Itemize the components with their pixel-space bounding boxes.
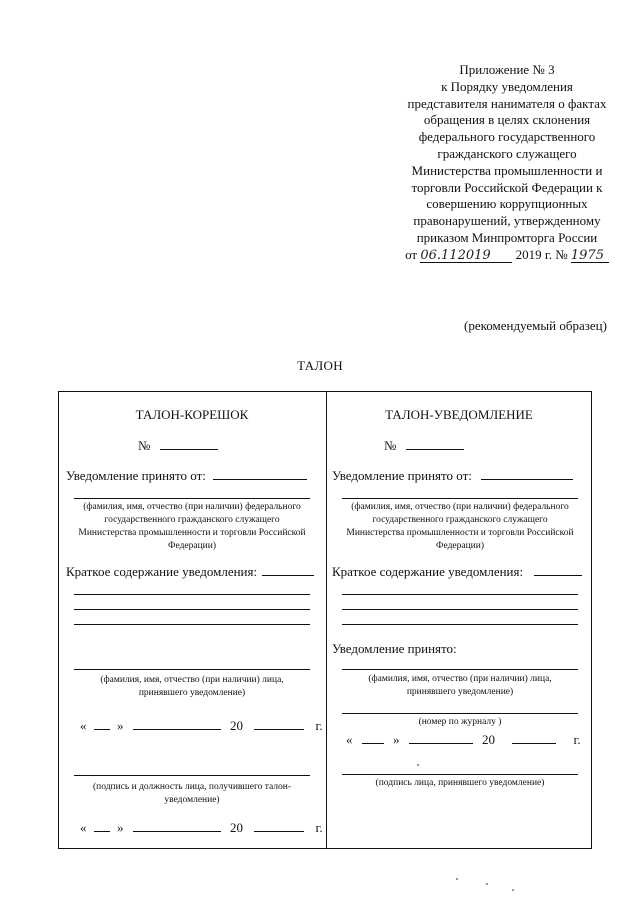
stub-date-field-2[interactable] (80, 819, 323, 836)
stub-heading: ТАЛОН-КОРЕШОК (135, 407, 249, 422)
notice-summary-field[interactable] (332, 563, 582, 580)
month-blank[interactable] (409, 731, 473, 744)
year-prefix: 20 (230, 820, 243, 835)
number-label: № (138, 438, 151, 453)
appendix-line: федерального государственного (418, 129, 596, 145)
stub-summary-field[interactable] (66, 563, 314, 580)
appendix-line: к Порядку уведомления (441, 78, 573, 94)
stub-person-caption: (фамилия, имя, отчество (при наличии) федерального государственного гражданского служащего Министерства промышленности и торговли Российской Федерации) (78, 502, 306, 551)
journal-line[interactable] (342, 713, 578, 714)
signature-line[interactable] (342, 774, 578, 775)
year-suffix: г. (573, 732, 581, 747)
summary-line[interactable] (74, 594, 310, 595)
notice-received-from-field[interactable] (332, 467, 573, 484)
scan-speck (486, 883, 488, 885)
received-from-label: Уведомление принято от: (66, 468, 206, 483)
talon-stub-column (60, 391, 324, 849)
person-line[interactable] (74, 498, 310, 499)
year-blank[interactable] (254, 819, 304, 832)
appendix-line: представителя нанимателя о фактах (407, 95, 607, 111)
stub-signature-caption: (подпись и должность лица, получившего талон-уведомление) (92, 782, 292, 805)
stub-received-from-field[interactable] (66, 467, 307, 484)
appendix-line: приказом Минпромторга России (416, 229, 598, 245)
summary-blank[interactable] (534, 563, 582, 576)
notice-accepted-label: Уведомление принято: (332, 641, 457, 656)
notice-signature-caption: (подпись лица, принявшего уведомление) (375, 778, 545, 788)
quote-open: « (346, 732, 353, 747)
quote-open: « (80, 718, 87, 733)
notice-number-field[interactable] (384, 437, 464, 454)
appendix-line: гражданского служащего (437, 145, 577, 161)
scan-speck (417, 764, 419, 766)
scan-speck (456, 878, 458, 880)
appendix-line: обращения в целях склонения (423, 112, 591, 128)
received-from-blank[interactable] (481, 467, 573, 480)
quote-close: » (393, 732, 400, 747)
received-from-label: Уведомление принято от: (332, 468, 472, 483)
number-label: № (384, 438, 397, 453)
order-date-line (396, 247, 618, 264)
month-blank[interactable] (133, 819, 221, 832)
day-blank[interactable] (94, 717, 110, 730)
page-title: ТАЛОН (297, 358, 343, 373)
sample-label: (рекомендуемый образец) (464, 318, 607, 333)
appendix-header (396, 62, 618, 264)
notice-person-caption: (фамилия, имя, отчество (при наличии) федерального государственного гражданского служащего Министерства промышленности и торговли Российской Федерации) (346, 502, 574, 551)
receiver-line[interactable] (74, 669, 310, 670)
notice-date-field[interactable] (346, 731, 581, 748)
signature-line[interactable] (74, 775, 310, 776)
received-from-blank[interactable] (213, 467, 307, 480)
appendix-line: Министерства промышленности и (411, 162, 603, 178)
column-divider (326, 391, 327, 849)
appendix-line: совершению коррупционных (426, 196, 588, 212)
year-suffix: г. (315, 718, 323, 733)
stub-number-field[interactable] (138, 437, 218, 454)
stub-receiver-caption: (фамилия, имя, отчество (при наличии) лица, принявшего уведомление) (100, 675, 284, 698)
day-blank[interactable] (94, 819, 110, 832)
notice-heading: ТАЛОН-УВЕДОМЛЕНИЕ (385, 407, 533, 422)
quote-close: » (117, 718, 124, 733)
scan-speck (512, 889, 514, 891)
year-suffix: г. (315, 820, 323, 835)
number-blank[interactable] (406, 437, 464, 450)
date-prefix: от (405, 246, 418, 262)
summary-blank[interactable] (262, 563, 314, 576)
talon-notice-column (330, 391, 588, 849)
stub-date-field[interactable] (80, 717, 323, 734)
appendix-line: торговли Российской Федерации к (411, 179, 603, 195)
summary-line[interactable] (342, 594, 578, 595)
quote-open: « (80, 820, 87, 835)
summary-line[interactable] (342, 609, 578, 610)
quote-close: » (117, 820, 124, 835)
summary-label: Краткое содержание уведомления: (66, 564, 258, 579)
number-blank[interactable] (160, 437, 218, 450)
person-line[interactable] (342, 498, 578, 499)
summary-line[interactable] (342, 624, 578, 625)
handwritten-order-number: 1975 (571, 249, 609, 263)
summary-line[interactable] (74, 624, 310, 625)
appendix-line: правонарушений, утвержденному (413, 213, 601, 229)
handwritten-date: 06.112019 (420, 249, 512, 263)
receiver-line[interactable] (342, 669, 578, 670)
appendix-line: Приложение № 3 (459, 62, 555, 77)
year-prefix: 20 (230, 718, 243, 733)
notice-receiver-caption: (фамилия, имя, отчество (при наличии) лица, принявшего уведомление) (368, 674, 552, 697)
year-blank[interactable] (512, 731, 556, 744)
summary-line[interactable] (74, 609, 310, 610)
date-year: 2019 г. № (515, 246, 568, 262)
day-blank[interactable] (362, 731, 384, 744)
summary-label: Краткое содержание уведомления: (332, 564, 524, 579)
month-blank[interactable] (133, 717, 221, 730)
year-prefix: 20 (482, 732, 495, 747)
notice-journal-caption: (номер по журналу ) (418, 717, 502, 727)
year-blank[interactable] (254, 717, 304, 730)
